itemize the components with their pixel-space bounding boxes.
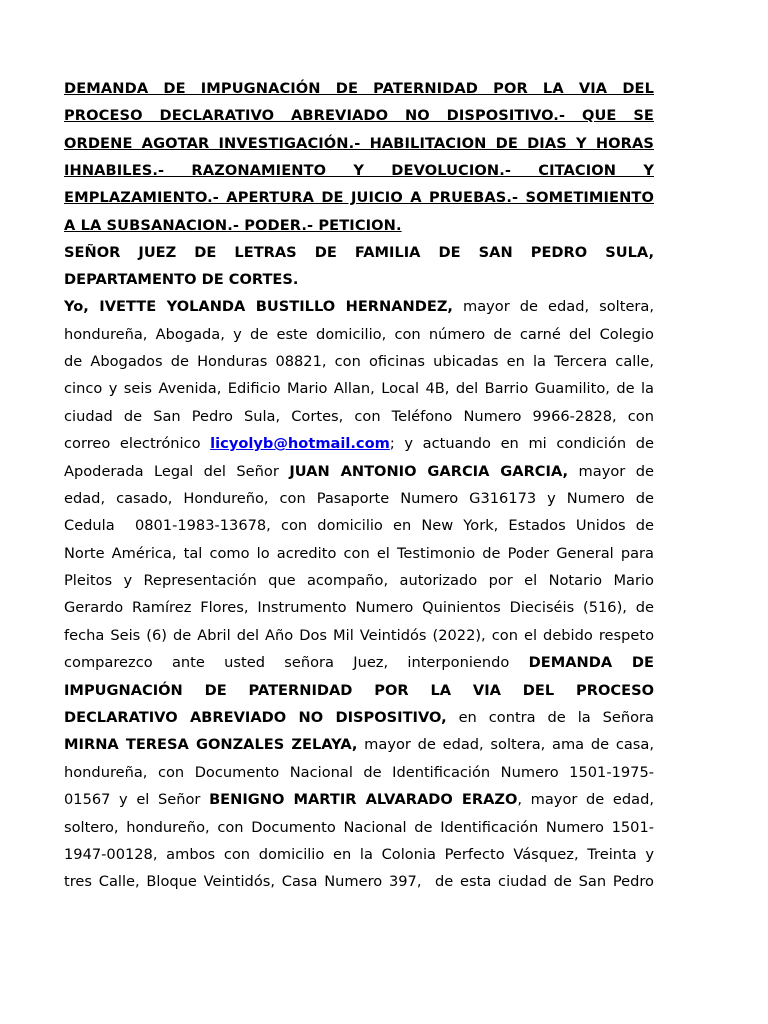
body-line-8: edad, casado, Hondureño, con Pasaporte Numero G316173 y Numero de (64, 490, 654, 507)
body-line-19 (64, 790, 654, 810)
heading-line-3: ORDENE AGOTAR INVESTIGACIÓN.- HABILITACION DE DIAS Y HORAS (64, 135, 654, 152)
address-line-2: DEPARTAMENTO DE CORTES. (64, 271, 299, 288)
body-text: 01567 y el Señor (64, 791, 210, 808)
body-text: mayor de edad, soltera, (452, 298, 655, 315)
defendant-name-1: MIRNA TERESA GONZALES ZELAYA, (64, 736, 358, 753)
heading-line-2: PROCESO DECLARATIVO ABREVIADO NO DISPOSITIVO.- QUE SE (64, 107, 654, 124)
petitioner-name: Yo, IVETTE YOLANDA BUSTILLO HERNANDEZ, (64, 298, 453, 315)
body-line-17 (64, 735, 654, 755)
heading-line-4: IHNABILES.- RAZONAMIENTO Y DEVOLUCION.- CITACION Y (64, 162, 654, 179)
body-text: ; y actuando en mi condición de (389, 435, 654, 452)
body-line-21: 1947-00128, ambos con domicilio en la Colonia Perfecto Vásquez, Treinta y (64, 846, 654, 863)
body-line-13: fecha Seis (6) de Abril del Año Dos Mil Veintidós (2022), con el debido respeto (64, 627, 654, 644)
body-text: correo electrónico (64, 435, 211, 452)
address-line-1: SEÑOR JUEZ DE LETRAS DE FAMILIA DE SAN PEDRO SULA, (64, 244, 654, 261)
body-line-20: soltero, hondureño, con Documento Nacional de Identificación Numero 1501- (64, 819, 654, 836)
body-line-6 (64, 434, 654, 454)
body-text: mayor de (568, 463, 654, 480)
body-line-3: de Abogados de Honduras 08821, con oficinas ubicadas en la Tercera calle, (64, 353, 654, 370)
body-line-15: IMPUGNACIÓN DE PATERNIDAD POR LA VIA DEL PROCESO (64, 682, 654, 699)
body-line-4: cinco y seis Avenida, Edificio Mario Allan, Local 4B, del Barrio Guamilito, de la (64, 380, 654, 397)
body-line-12: Gerardo Ramírez Flores, Instrumento Numero Quinientos Dieciséis (516), de (64, 599, 654, 616)
body-line-14 (64, 653, 654, 673)
body-line-10: Norte América, tal como lo acredito con el Testimonio de Poder General para (64, 545, 654, 562)
email-link[interactable]: licyolyb@hotmail.com (210, 435, 390, 452)
body-text: comparezco ante usted señora Juez, interponiendo (64, 654, 529, 671)
body-line-22: tres Calle, Bloque Veintidós, Casa Numero 397, de esta ciudad de San Pedro (64, 873, 654, 890)
body-line-1 (64, 297, 654, 317)
body-line-7 (64, 462, 654, 482)
claim-title-end: DECLARATIVO ABREVIADO NO DISPOSITIVO, (64, 709, 447, 726)
body-text: mayor de edad, soltera, ama de casa, (357, 736, 654, 753)
body-line-18: hondureña, con Documento Nacional de Identificación Numero 1501-1975- (64, 764, 654, 781)
body-line-16 (64, 708, 654, 728)
body-line-5: ciudad de San Pedro Sula, Cortes, con Teléfono Numero 9966-2828, con (64, 408, 654, 425)
heading-line-5: EMPLAZAMIENTO.- APERTURA DE JUICIO A PRUEBAS.- SOMETIMIENTO (64, 189, 654, 206)
defendant-name-2: BENIGNO MARTIR ALVARADO ERAZO (209, 791, 518, 808)
body-line-9: Cedula 0801-1983-13678, con domicilio en New York, Estados Unidos de (64, 517, 654, 534)
heading-line-6: A LA SUBSANACION.- PODER.- PETICION. (64, 217, 402, 234)
body-text: , mayor de edad, (517, 791, 654, 808)
body-text: en contra de la Señora (446, 709, 654, 726)
client-name: JUAN ANTONIO GARCIA GARCIA, (289, 463, 569, 480)
body-line-11: Pleitos y Representación que acompaño, autorizado por el Notario Mario (64, 572, 654, 589)
body-text: Apoderada Legal del Señor (64, 463, 290, 480)
heading-line-1: DEMANDA DE IMPUGNACIÓN DE PATERNIDAD POR LA VIA DEL (64, 80, 654, 97)
claim-title-start: DEMANDA DE (528, 654, 654, 671)
body-line-2: hondureña, Abogada, y de este domicilio, con número de carné del Colegio (64, 326, 654, 343)
